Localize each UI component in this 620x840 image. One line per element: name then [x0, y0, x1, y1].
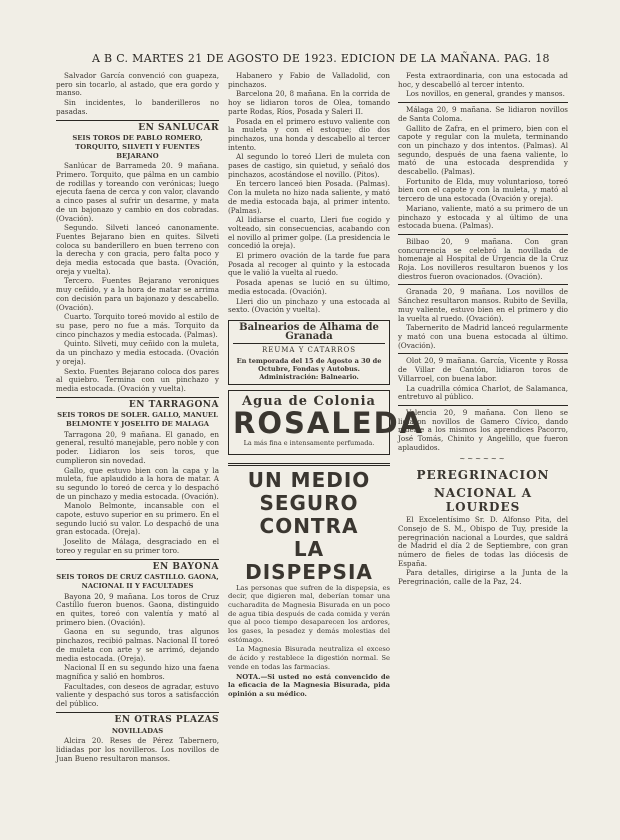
- paragraph: Segundo. Silveti lanceó canonamente. Fuentes Bejarano bien en quites. Silveti coloca su banderillero en buen terreno con la derecha y con gracia, pero falta poco y deja media estocada que basta. (Ovación, oreja y vuelta).: [56, 223, 219, 276]
- paragraph: Bayona 20, 9 mañana. Los toros de Cruz Castillo fueron buenos. Gaona, distinguido en quites, toreó con valentía y mató al primero bien. (Ovación).: [56, 591, 219, 627]
- paragraph: Al lidiarse el cuarto, Lleri fue cogido y volteado, sin consecuencias, acabando con el novillo al primer golpe. (La presidencia le concedió la oreja).: [228, 215, 390, 251]
- paragraph: Mariano, valiente, mató a su primero de un pinchazo y estocada y al último de una estocada buena. (Palmas).: [398, 203, 568, 231]
- section-heading-peregrinacion: PEREGRINACION: [416, 468, 550, 483]
- col3-block-e: [398, 357, 568, 402]
- divider: [398, 102, 568, 103]
- paragraph: Los novillos, en general, grandes y mansos.: [406, 89, 565, 99]
- paragraph: La Magnesia Bisurada neutraliza el exceso de ácido y restablece la digestión normal. Se vende en todas las farmacias.: [228, 645, 390, 671]
- paragraph: Alcira 20. Reses de Pérez Tabernero, lidiadas por los novilleros. Los novillos de Juan Bueno resultaron mansos.: [56, 736, 219, 763]
- ornament-divider: ~~~~~~: [459, 455, 507, 464]
- paragraph: Manolo Belmonte, incansable con el capote, estuvo superior en su primero. En el segundo lució su valor. Lo despachó de una gran estocada. (Oreja).: [56, 501, 219, 537]
- paragraph: Para detalles, dirigirse a la Junta de la Peregrinación, calle de la Paz, 24.: [398, 568, 568, 587]
- paragraph: Tabernerito de Madrid lanceó regularmente y mató con una buena estocada al último. (Ovación).: [398, 323, 568, 350]
- divider: [398, 405, 568, 406]
- paragraph: Granada 20, 9 mañana. Los novillos de Sánchez resultaron mansos. Rubito de Sevilla, muy valiente, estuvo bien en el primero y dio la vuelta al ruedo. (Ovación).: [398, 287, 568, 323]
- ad-dispepsia: [228, 463, 390, 699]
- otras-body: [56, 737, 219, 763]
- section-heading-otras: EN OTRAS PLAZAS: [114, 714, 219, 725]
- col3-block-f: [398, 409, 568, 453]
- ad-balnearios-text: En temporada del 15 de Agosto a 30 de Octubre, Fondas y Autobus. Administración: Balneario.: [236, 357, 382, 382]
- ad-rosaleda: [228, 390, 425, 454]
- subheading-novilladas: NOVILLADAS: [111, 726, 164, 735]
- subheading-tarragona: SEIS TOROS DE SOLER. GALLO, MANUEL BELMONTE Y JOSELITO DE MALAGA: [57, 411, 218, 429]
- ad-dispepsia-note: NOTA.—Si usted no está convencido de la eficacia de la Magnesia Bisurada, pida opinión a su médico.: [228, 672, 390, 698]
- divider: [398, 284, 568, 285]
- ad-dispepsia-heading-1: UN MEDIO SEGURO: [247, 467, 371, 515]
- section-heading-lourdes: NACIONAL A LOURDES: [433, 486, 533, 515]
- divider: [56, 712, 219, 713]
- col3-block-a: [398, 72, 568, 99]
- col2-intro: [228, 72, 390, 89]
- paragraph: Posada apenas se lució en su último, media estocada. (Ovación).: [228, 278, 390, 296]
- paragraph: Quinto. Silveti, muy ceñido con la muleta, da un pinchazo y media estocada. (Ovación y oreja).: [56, 339, 219, 366]
- page-header: A B C. MARTES 21 DE AGOSTO DE 1923. EDICION DE LA MAÑANA. PAG. 18: [92, 52, 550, 65]
- paragraph: Las personas que sufren de la dispepsia, es decir, que digieren mal, deberían tomar una cucharadita de Magnesia Bisurada en un poco de agua tibia después de cada comida y verán que al poco tiempo desaparecen los ardores, los gases, la pesadez y demás molestias del estómago.: [228, 583, 390, 644]
- paragraph: Facultades, con deseos de agradar, estuvo valiente y despachó sus toros a satisfacción del público.: [56, 681, 219, 709]
- col3-block-b: [398, 106, 568, 231]
- subheading-bayona: SEIS TOROS DE CRUZ CASTILLO. GAONA, NACIONAL II Y FACULTADES: [56, 573, 219, 590]
- divider: [56, 120, 219, 121]
- paragraph: Fortunito de Elda, muy voluntarioso, toreó bien con el capote y con la muleta, y mató al tercero de una estocada (Ovación y oreja).: [398, 176, 568, 204]
- paragraph: Habanero y Fabio de Valladolid, con pinchazos.: [228, 71, 390, 89]
- paragraph: Nacional II en su segundo hizo una faena magnífica y salió en hombros.: [56, 663, 219, 681]
- ad-balnearios: [228, 320, 390, 385]
- paragraph: Joselito de Málaga, desgraciado en el toreo y regular en su primer toro.: [56, 537, 219, 555]
- paragraph: Al segundo lo toreó Lleri de muleta con pases de castigo, sin quietud, y señaló dos pinchazos, acostándose el novillo. (Pitos).: [228, 152, 390, 179]
- paragraph: Bilbao 20, 9 mañana. Con gran concurrencia se celebró la novillada de homenaje al Hospital de Urgencia de la Cruz Roja. Los novilleros resultaron buenos y los diestros fueron ovacionados. (Ovación).: [398, 236, 568, 281]
- paragraph: Málaga 20, 9 mañana. Se lidiaron novillos de Santa Coloma.: [398, 105, 568, 123]
- col3-block-c: [398, 238, 568, 282]
- paragraph: Lleri dio un pinchazo y una estocada al sexto. (Ovación y vuelta).: [228, 296, 390, 315]
- divider: [398, 353, 568, 354]
- sanlucar-body: [56, 162, 219, 393]
- ad-rosaleda-line1: Agua de Colonia: [242, 394, 376, 410]
- paragraph: Posada en el primero estuvo valiente con la muleta y con el estoque; dio dos pinchazos, una honda y descabello al tercer intento.: [228, 116, 390, 152]
- col2-body: [228, 90, 390, 315]
- paragraph: Gallito de Zafra, en el primero, bien con el capote y regular con la muleta, terminando con un pinchazo y dos intentos. (Palmas). Al segundo, después de una faena valiente, lo mató de una estocada desprendida y descabello. (Palmas).: [398, 123, 568, 177]
- paragraph: Valencia 20, 9 mañana. Con lleno se lidiaron novillos de Gamero Cívico, dando muerte a los mismos los aprendices Pacorro, José Tomás, Chinito y Angelillo, que fueron aplaudidos.: [398, 407, 568, 452]
- paragraph: Gaona en su segundo, tras algunos pinchazos, recibió palmas. Nacional II toreó de muleta con arte y se arrimó, dejando media estocada. (Oreja).: [56, 627, 219, 663]
- divider: [398, 234, 568, 235]
- section-heading-bayona: EN BAYONA: [152, 561, 219, 572]
- ad-dispepsia-heading-3: LA DISPEPSIA: [245, 536, 373, 584]
- bayona-body: [56, 593, 219, 709]
- divider: [228, 463, 390, 466]
- paragraph: El primero ovación de la tarde fue para Posada al recoger al quinto y la estocada que le valió la vuelta al ruedo.: [228, 251, 390, 278]
- tarragona-body: [56, 431, 219, 556]
- paragraph: Olot 20, 9 mañana. García, Vicente y Rossa de Villar de Cantón, lidiaron toros de Villarroel, con buena labor.: [398, 356, 568, 383]
- paragraph: La cuadrilla cómica Charlot, de Salamanca, entretuvo al público.: [398, 383, 568, 402]
- paragraph: Tercero. Fuentes Bejarano veroniques muy ceñido, y a la hora de matar se arrima con decisión para un bajonazo y descabello. (Ovación).: [56, 276, 219, 312]
- paragraph: En tercero lanceó bien Posada. (Palmas). Con la muleta no hizo nada saliente, y mató de media estocada baja, al primer intento. (Palmas).: [228, 179, 390, 215]
- col1-intro: [56, 72, 219, 117]
- lourdes-body: [398, 516, 568, 587]
- paragraph: Cuarto. Torquito toreó movido al estilo de su pase, pero no fue a más. Torquito da cinco pinchazos y media estocada. (Palmas).: [56, 312, 219, 339]
- ad-dispepsia-heading-2: CONTRA: [259, 513, 359, 538]
- ad-dispepsia-body: [228, 584, 390, 672]
- column-3: [398, 72, 568, 588]
- paragraph: Tarragona 20, 9 mañana. El ganado, en general, resultó manejable, pero noble y con poder. Lidiaron los seis toros, que cumplieron sin novedad.: [56, 429, 219, 465]
- ad-rosaleda-tagline: La más fina e intensamente perfumada.: [243, 438, 375, 447]
- ad-balnearios-sub: REUMA Y CATARROS: [261, 346, 357, 355]
- ad-rosaleda-brand: ROSALEDA: [233, 405, 425, 440]
- paragraph: Sin incidentes, lo banderilleros no pasadas.: [56, 98, 219, 116]
- section-heading-sanlucar: EN SANLUCAR: [138, 122, 219, 133]
- divider: [56, 559, 219, 560]
- divider: [56, 397, 219, 398]
- paragraph: Salvador García convenció con guapeza, pero sin tocarlo, al astado, que era gordo y manso.: [56, 71, 219, 98]
- paragraph: Sexto. Fuentes Bejarano coloca dos pares al quiebro. Termina con un pinchazo y media estocada. (Ovación y vuelta).: [56, 366, 219, 393]
- subheading-sanlucar: SEIS TOROS DE PABLO ROMERO, TORQUITO, SILVETI Y FUENTES BEJARANO: [72, 134, 203, 160]
- column-2: [228, 71, 425, 700]
- ad-balnearios-title: Balnearios de Alhama de Granada: [233, 324, 385, 344]
- section-heading-tarragona: EN TARRAGONA: [128, 399, 219, 410]
- paragraph: Festa extraordinaria, con una estocada ad hoc, y descabelló al tercer intento.: [398, 71, 568, 89]
- paragraph: Barcelona 20, 8 mañana. En la corrida de hoy se lidiaron toros de Olea, tomando parte Rodas, Ríos, Posada y Saleri II.: [228, 89, 390, 116]
- paragraph: Sanlúcar de Barrameda 20. 9 mañana. Primero. Torquito, que pálma en un cambio de rodillas y toreando con verónicas; luego ejecuta faena de cerca y con valor, clavando a cinco pases al sufrir un desarme, y mata de un bajonazo y cambio en dos cobradas. (Ovación).: [56, 161, 219, 223]
- column-1: [56, 72, 219, 764]
- paragraph: Gallo, que estuvo bien con la capa y la muleta, fue aplaudido a la hora de matar. A su segundo lo toreó de cerca y lo despachó de un pinchazo y media estocada. (Ovación).: [56, 465, 219, 501]
- paragraph: El Excelentísimo Sr. D. Alfonso Pita, del Consejo de S. M., Obispo de Tuy, preside la peregrinación nacional a Lourdes, que saldrá de Madrid el día 2 de Septiembre, con gran número de fieles de todas las diócesis de España.: [398, 515, 568, 568]
- col3-block-d: [398, 288, 568, 350]
